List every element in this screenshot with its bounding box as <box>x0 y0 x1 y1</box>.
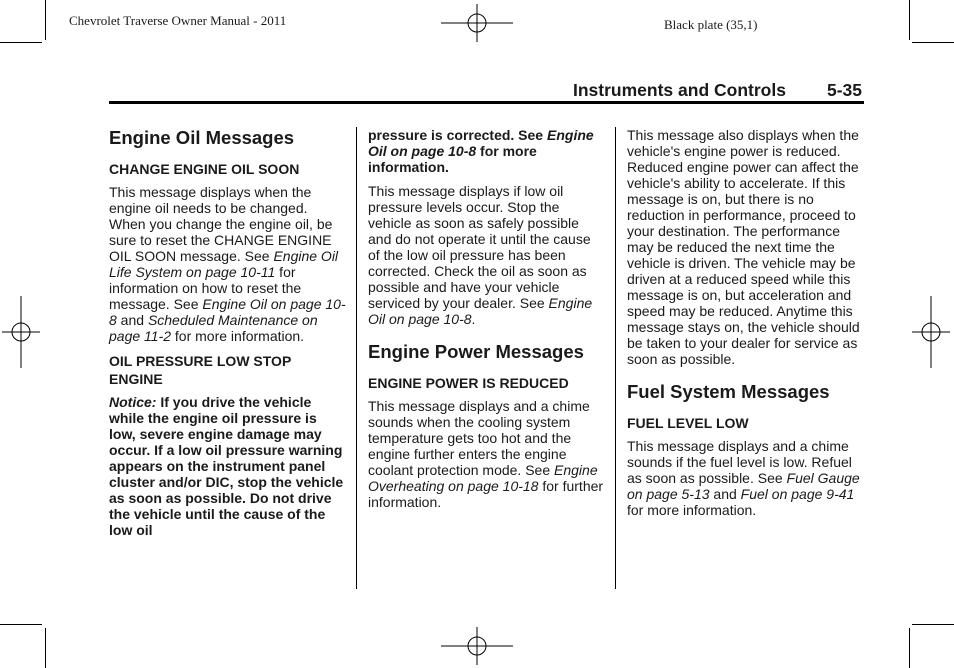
column-2 <box>368 127 605 518</box>
registration-mark-right-icon <box>912 296 950 368</box>
link-engine-oil[interactable]: Engine Oil on page 10-8 <box>109 296 346 328</box>
link-scheduled-maintenance[interactable]: Scheduled Maintenance on page 11-2 <box>109 312 318 344</box>
crop-mark <box>912 624 954 625</box>
registration-mark-bottom-icon <box>441 627 513 665</box>
paragraph-change-oil: This message displays when the engine oil needs to be changed. When you change the engine oil, be sure to reset the CHANGE ENGINE OIL SOON message. See Engine Oil Life System on page 10-11 for information on how to reset the message. See Engine Oil on page 10-8 and Scheduled Maintenance on page 11-2 for more information. <box>109 184 346 344</box>
paragraph-fuel-level: This message displays and a chime sounds if the fuel level is low. Refuel as soon as possible. See Fuel Gauge on page 5-13 and Fuel on page 9-41 for more information. <box>627 438 860 518</box>
notice-label: Notice: <box>109 394 157 410</box>
link-fuel-gauge[interactable]: Fuel Gauge on page 5-13 <box>627 470 860 502</box>
column-divider <box>356 127 357 589</box>
crop-mark <box>909 628 910 668</box>
paragraph-reduced-power: This message also displays when the vehicle's engine power is reduced. Reduced engine power can affect the vehicle's ability to accelerate. If this message is on, but there is no reduction in performance, proceed to your destination. The performance may be reduced the next time the vehicle is driven. The vehicle may be driven at a reduced speed while this message is on, but acceleration and speed may be reduced. Anytime this message stays on, the vehicle should be taken to your dealer for service as soon as possible. <box>627 127 860 367</box>
crop-mark <box>0 624 42 625</box>
subheading-fuel-level-low: FUEL LEVEL LOW <box>627 415 749 431</box>
link-engine-oil[interactable]: Engine Oil on page 10-8 <box>368 295 593 327</box>
plate-label: Black plate (35,1) <box>664 17 758 32</box>
manual-title: Chevrolet Traverse Owner Manual - 2011 <box>69 13 287 28</box>
paragraph-engine-power: This message displays and a chime sounds when the cooling system temperature gets too hot and the engine further enters the engine coolant protection mode. See Engine Overheating on page 10-18 for further information. <box>368 398 604 510</box>
subheading-change-engine-oil-soon: CHANGE ENGINE OIL SOON <box>109 161 300 177</box>
heading-engine-power-messages: Engine Power Messages <box>368 341 584 362</box>
heading-engine-oil-messages: Engine Oil Messages <box>109 127 295 148</box>
column-3 <box>627 127 867 526</box>
subheading-engine-power-reduced: ENGINE POWER IS REDUCED <box>368 375 569 391</box>
crop-mark <box>912 42 954 43</box>
page-number: 5-35 <box>827 80 863 100</box>
column-divider <box>615 127 616 589</box>
column-1 <box>109 127 346 546</box>
paragraph-oil-pressure: This message displays if low oil pressure levels occur. Stop the vehicle as soon as safely possible and do not operate it until the cause of the low oil pressure has been corrected. Check the oil as soon as possible and have your vehicle serviced by your dealer. See Engine Oil on page 10-8. <box>368 183 593 327</box>
header-rule <box>109 101 864 104</box>
crop-mark <box>0 42 42 43</box>
registration-mark-top-icon <box>441 4 513 42</box>
crop-mark <box>909 0 910 40</box>
link-engine-oil-life[interactable]: Engine Oil Life System on page 10-11 <box>109 248 339 280</box>
link-engine-overheating[interactable]: Engine Overheating on page 10-18 <box>368 462 598 494</box>
section-title: Instruments and Controls <box>573 80 786 100</box>
notice-continued: pressure is corrected. See Engine Oil on page 10-8 for more information. <box>368 127 594 175</box>
crop-mark <box>45 628 46 668</box>
link-fuel[interactable]: Fuel on page 9-41 <box>740 486 855 502</box>
heading-fuel-system-messages: Fuel System Messages <box>627 381 830 402</box>
notice-paragraph: Notice: If you drive the vehicle while the engine oil pressure is low, severe engine damage may occur. If a low oil pressure warning appears on the instrument panel cluster and/or DIC, stop the vehicle as soon as possible. Do not drive the vehicle until the cause of the low oil <box>109 394 344 538</box>
link-engine-oil[interactable]: Engine Oil on page 10-8 <box>368 127 594 159</box>
crop-mark <box>45 0 46 40</box>
registration-mark-left-icon <box>2 296 40 368</box>
subheading-oil-pressure-low: OIL PRESSURE LOW STOP ENGINE <box>109 353 292 387</box>
